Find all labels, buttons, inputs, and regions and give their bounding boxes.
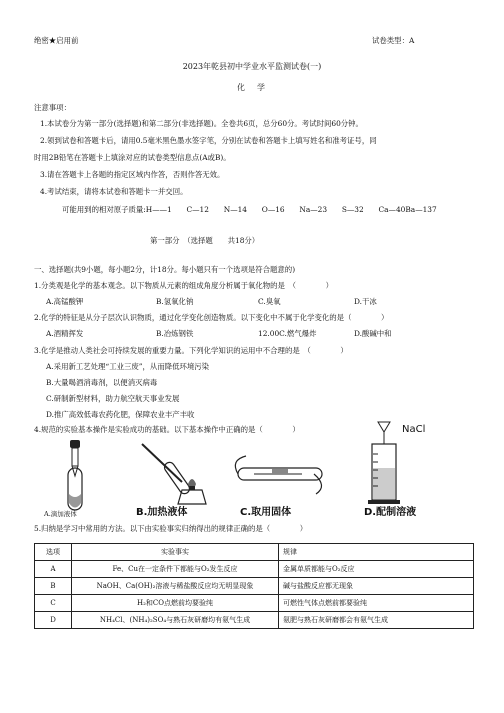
alcohol-lamp-icon	[132, 438, 222, 508]
table-cell: D	[35, 612, 72, 629]
table-cell: 金属单质都能与O₂反应	[279, 561, 474, 578]
table-cell: NaOH、Ca(OH)₂溶液与稀盐酸反应均无明显现象	[72, 578, 279, 595]
note-item: 4.考试结束，请将本试卷和答题卡一并交回。	[40, 187, 188, 196]
table-cell: Fe、Cu在一定条件下都能与O₂发生反应	[72, 561, 279, 578]
table-cell: 碱与盐酸反应都无现象	[279, 578, 474, 595]
option-b: B.氢氧化钠	[156, 297, 194, 306]
question-2-stem: 2.化学的特征是从分子层次认识物质，通过化学变化创造物质。以下变化中不属于化学变化的是（ ）	[34, 313, 389, 322]
dropper-tube-icon	[40, 438, 110, 518]
figure-b-heating-liquid	[132, 438, 222, 534]
exam-title: 2023年乾县初中学业水平监测试卷(一)	[182, 62, 322, 71]
question-2-options	[46, 329, 486, 339]
table-header-row	[35, 544, 474, 561]
option-c: C.研制新型材料，助力航空航天事业发展	[46, 394, 180, 403]
option-b: B.冶炼钢铁	[156, 329, 194, 338]
table-row	[35, 612, 474, 629]
option-b: B.大量喝酒消毒剂，以便消灭病毒	[46, 378, 158, 387]
section-title: 一、选择题(共9小题，每小题2分，计18分。每小题只有一个选项是符合题意的)	[34, 265, 296, 274]
table-cell: NH₄Cl、(NH₄)₂SO₄与熟石灰研磨均有氨气生成	[72, 612, 279, 629]
option-c: 12.00C.燃气爆炸	[258, 329, 317, 338]
option-d: D.干冰	[354, 297, 377, 306]
question-5-table	[34, 543, 474, 629]
option-c: C.臭氧	[258, 297, 281, 306]
figure-c-taking-solid	[232, 438, 328, 534]
test-tube-spatula-icon	[232, 438, 328, 508]
subject-title: 化 学	[237, 83, 267, 92]
table-row	[35, 561, 474, 578]
confidential-mark: 绝密★启用前	[34, 36, 79, 45]
note-item: 2.领到试卷和答题卡后，请用0.5毫米黑色墨水签字笔，分别在试卷和答题卡上填写姓名和准考证号，同	[40, 136, 377, 145]
table-cell: 可燃性气体点燃前都要验纯	[279, 595, 474, 612]
part-title: 第一部分 （选择题 共18分）	[150, 236, 260, 245]
note-item: 1.本试卷分为第一部分(选择题)和第二部分(非选择题)。全卷共6页，总分60分。考试时间60分钟。	[40, 119, 363, 128]
caption-b: B.加热液体	[136, 507, 188, 518]
option-d: D.推广高效低毒农药化肥，保障农业丰产丰收	[46, 410, 195, 419]
option-d: D.酸碱中和	[354, 329, 392, 338]
question-1-stem: 1.分类观是化学的基本观念。以下物质从元素的组成角度分析属于氧化物的是 （ ）	[34, 281, 333, 290]
table-cell: B	[35, 578, 72, 595]
note-item: 时用2B铅笔在答题卡上填涂对应的试卷类型信息点(A或B)。	[34, 153, 231, 162]
question-1-options	[46, 297, 486, 307]
figure-a-dropping-liquid	[40, 438, 110, 534]
option-a: A.采用新工艺处理“工业三废”，从而降低环境污染	[46, 362, 210, 371]
question-3-stem: 3.化学是推动人类社会可持续发展的重要力量。下列化学知识的运用中不合理的是 （ ）	[34, 346, 348, 355]
atomic-masses: 可能用到的相对原子质量:H——1 C—12 N—14 O—16 Na—23 S—32 Ca—40Ba—137	[62, 205, 437, 214]
option-a: A.高锰酸钾	[46, 297, 84, 306]
table-row	[35, 578, 474, 595]
caption-c: C.取用固体	[240, 507, 292, 518]
table-row	[35, 595, 474, 612]
option-a: A.酒精挥发	[46, 329, 84, 338]
question-5-stem: 5.归纳是学习中常用的方法。以下由实验事实归纳得出的规律正确的是（ ）	[34, 524, 308, 533]
table-cell: 氨肥与熟石灰研磨都会有氨气生成	[279, 612, 474, 629]
table-cell: A	[35, 561, 72, 578]
table-cell: H₂和CO点燃前均要验纯	[72, 595, 279, 612]
caption-a: A.滴加液体	[44, 510, 77, 518]
figure-d-preparing-solution	[362, 418, 452, 518]
question-4-stem: 4.规范的实验基本操作是实验成功的基础。以下基本操作中正确的是（ ）	[34, 425, 300, 434]
table-header: 规律	[279, 544, 474, 561]
note-item: 3.请在答题卡上各题的指定区域内作答，否则作答无效。	[40, 170, 225, 179]
table-cell: C	[35, 595, 72, 612]
table-header: 实验事实	[72, 544, 279, 561]
paper-type: 试卷类型：A	[372, 36, 415, 45]
nacl-label: NaCl	[402, 424, 426, 435]
table-header: 选项	[35, 544, 72, 561]
caption-d: D.配制溶液	[364, 507, 417, 518]
notes-heading: 注意事项：	[34, 103, 71, 112]
